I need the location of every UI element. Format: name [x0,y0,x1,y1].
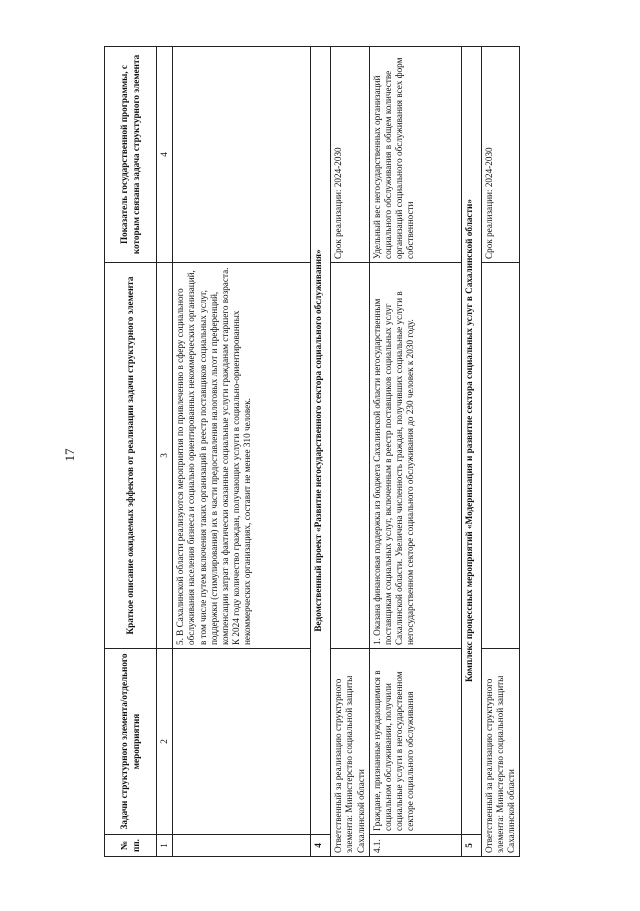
row41-indicator: Удельный вес негосударственных организаций социального обслуживания в общем количестве организаций социального обслуживания всех форм собственности [369,47,461,263]
row41-effect: 1. Оказана финансовая поддержка из бюджета Сахалинской области негосударственным поставщикам социальных услуг, включенным в реестр поставщиков социальных услуг Сахалинской области. Увеличена численность граждан, получивших социальные услуги в негосударственном секторе социального обслуживания до 230 человек к 2030 году. [369,263,461,649]
header-row [105,47,157,857]
column-numbers-row [157,47,173,857]
page-number: 17 [62,448,77,462]
section5-title: Комплекс процессных мероприятий «Модернизация и развитие сектора социальных услуг в Сахалинской области» [461,47,481,835]
header-task: Задачи структурного элемента/отдельного мероприятия [105,649,157,835]
row41-task: Граждане, признанные нуждающимися в социальном обслуживании, получили социальные услуги в негосударственном секторе социального обслуживания [369,649,461,835]
continued-indicator-cell [173,47,311,263]
col-number-2: 2 [157,649,173,835]
section5-resp-row [481,47,520,857]
section5-num: 5 [461,835,481,857]
row41-num: 4.1. [369,835,461,857]
continued-row [173,47,311,857]
col-number-1: 1 [157,835,173,857]
section4-title-row [311,47,331,857]
program-table [104,46,520,857]
section4-term: Срок реализации: 2024-2030 [331,47,370,263]
continued-task-cell [173,649,311,835]
section5-empty-cell [481,263,520,649]
continued-num-cell [173,835,311,857]
section5-title-row [461,47,481,857]
section5-term: Срок реализации: 2024-2030 [481,47,520,263]
col-number-3: 3 [157,263,173,649]
header-indicator: Показатель государственной программы, с которым связана задача структурного элемента [105,47,157,263]
section4-title: Ведомственный проект «Развитие негосударственного сектора социального обслуживания» [311,47,331,835]
section4-empty-cell [331,263,370,649]
section4-num: 4 [311,835,331,857]
section4-responsible: Ответственный за реализацию структурного элемента: Министерство социальной защиты Сахалинской области [331,649,370,857]
section4-resp-row [331,47,370,857]
header-effect: Краткое описание ожидаемых эффектов от реализации задачи структурного элемента [105,263,157,649]
col-number-4: 4 [157,47,173,263]
row-4-1 [369,47,461,857]
section5-responsible: Ответственный за реализацию структурного элемента: Министерство социальной защиты Сахалинской области [481,649,520,857]
continued-effect-text: 5. В Сахалинской области реализуются мероприятия по привлечению в сферу социального обслуживания населения бизнеса и социально ориентированных некоммерческих организаций, в том числе путем включения таких организаций в реестр поставщиков социальных услуг, поддержки (стимулирования) их в части предоставления налоговых льгот и преференций, компенсации затрат за фактически оказанные социальные услуги гражданам старшего возраста. К 2024 году количество граждан, получающих услуги в социально-ориентированных некоммерческих организациях, составит не менее 310 человек. [173,263,311,649]
header-num: № пп. [105,835,157,857]
rotated-table-container [104,47,517,857]
